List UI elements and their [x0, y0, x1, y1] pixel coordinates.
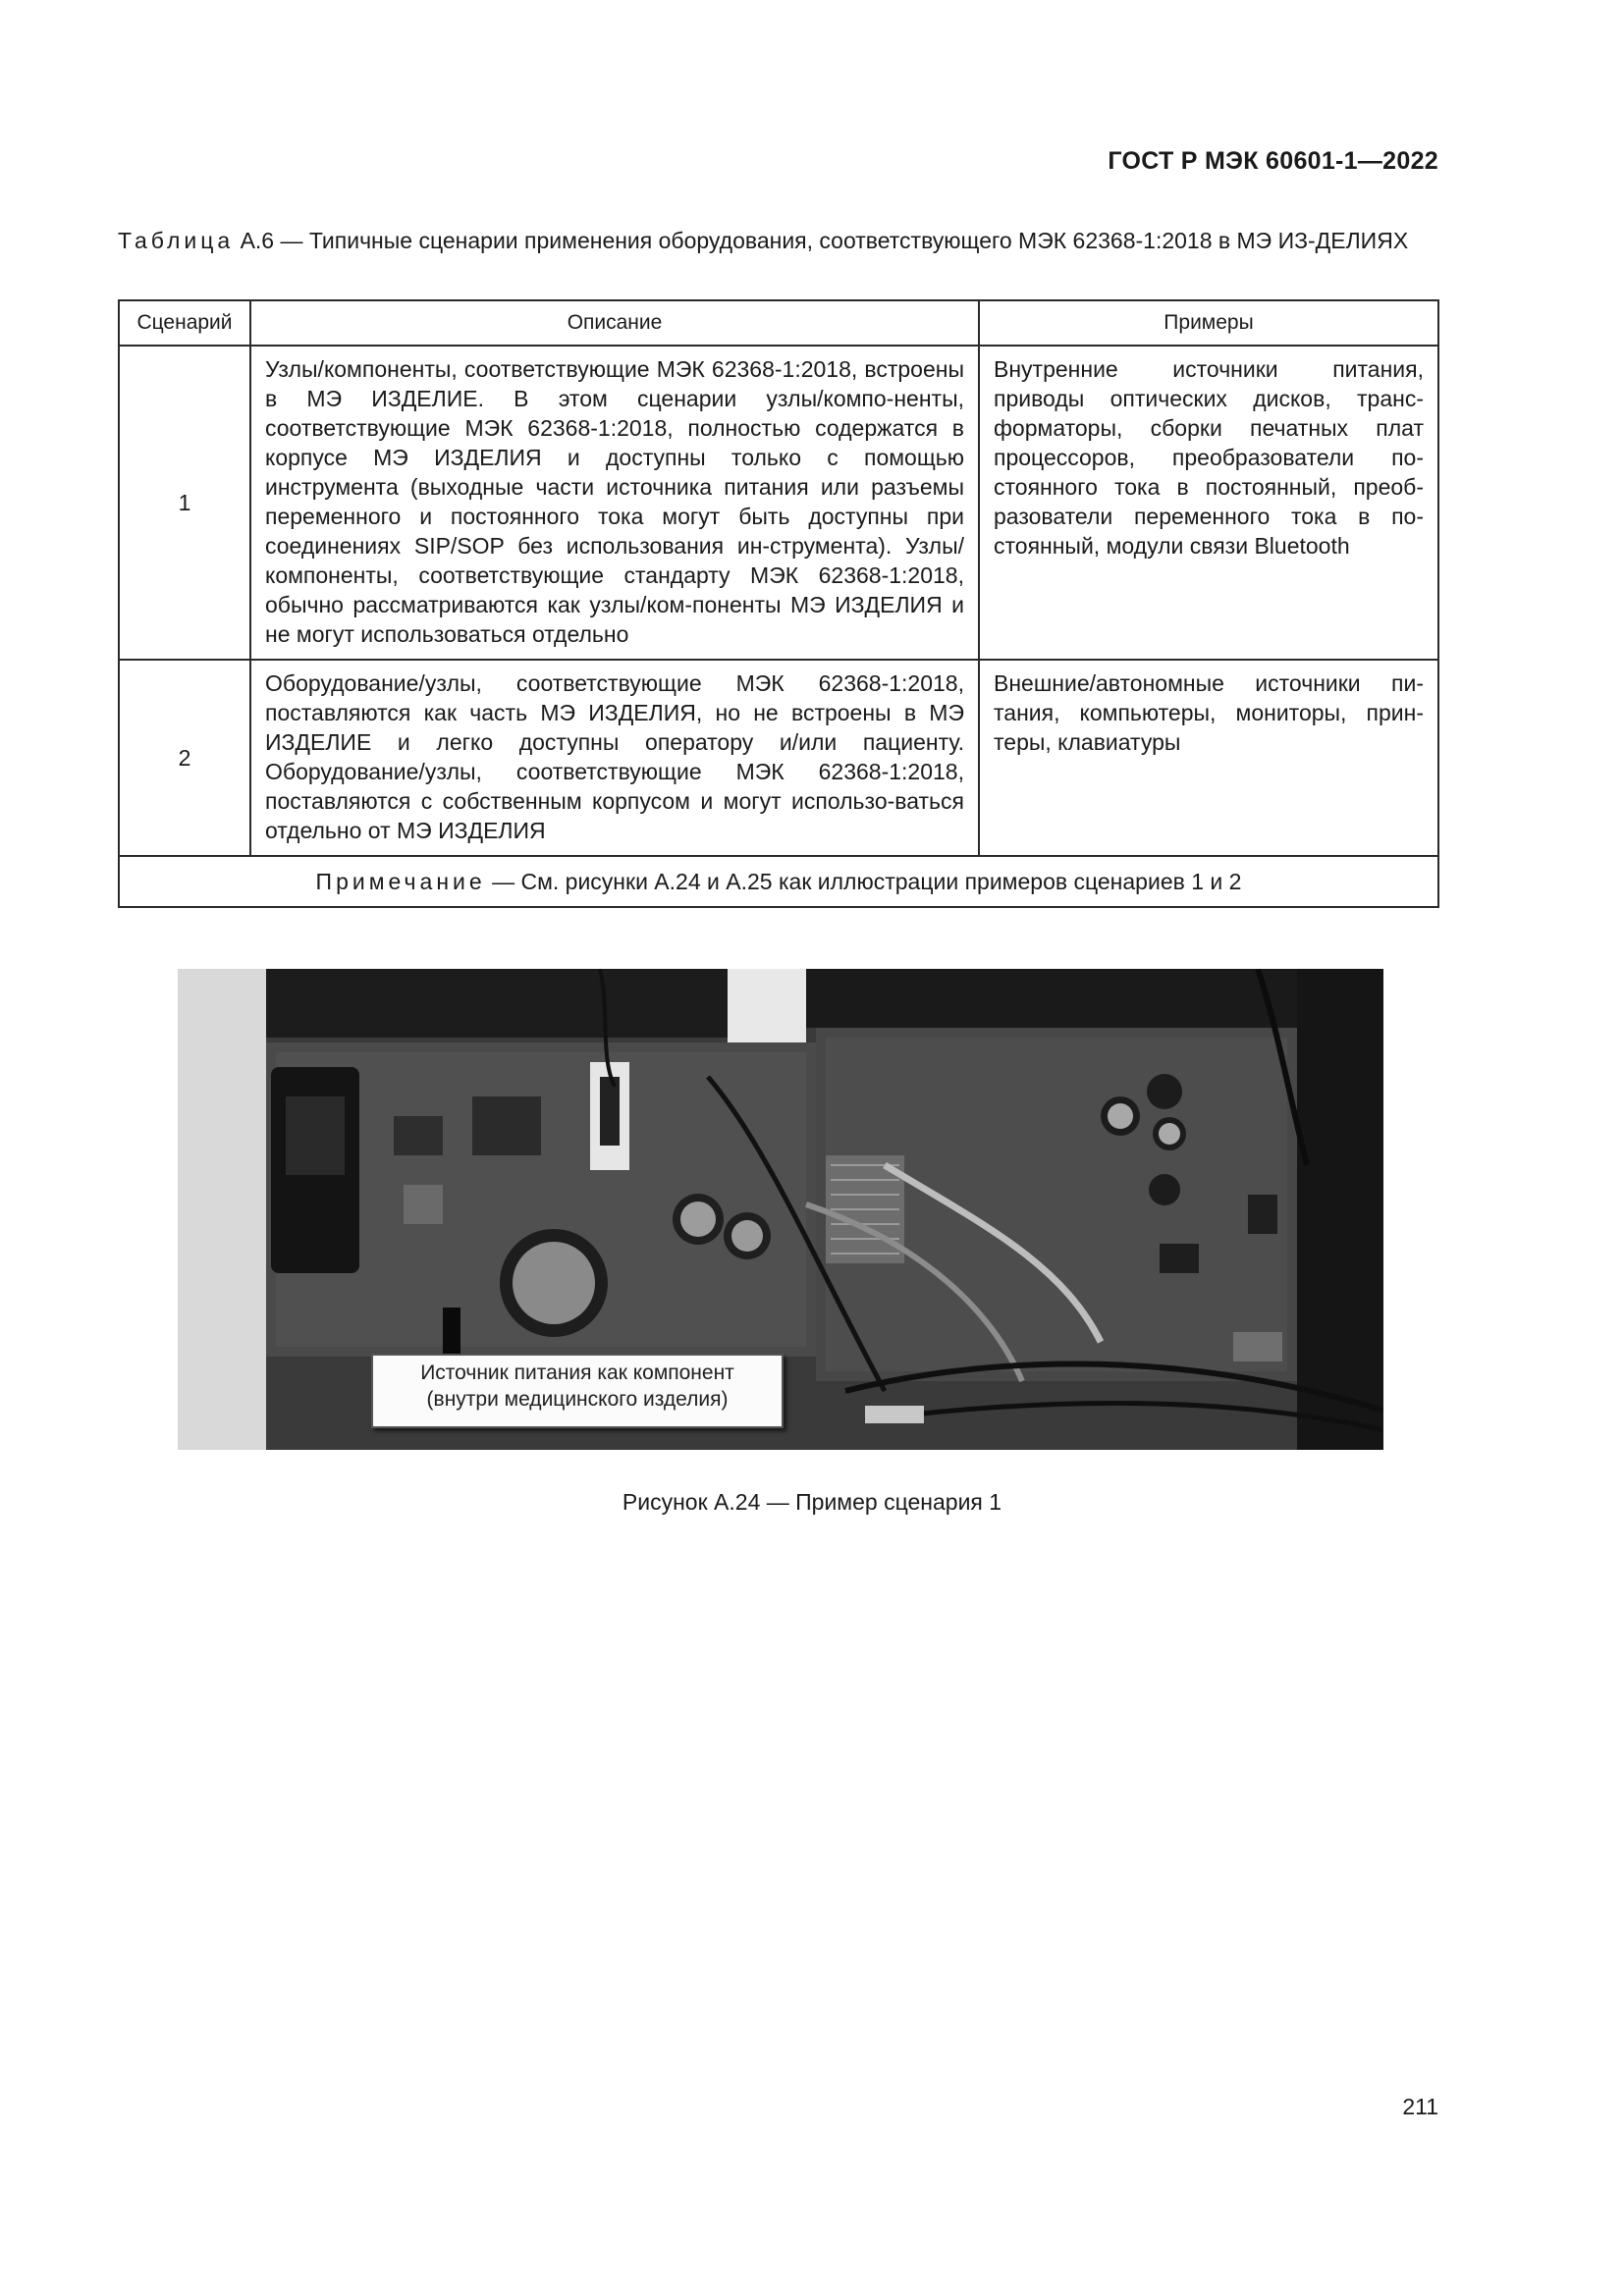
scenario-number: 2: [119, 660, 250, 856]
table-row: [119, 660, 1438, 856]
scenarios-table: [118, 299, 1439, 908]
figure-photo: [178, 969, 1383, 1450]
table-note: [119, 856, 1438, 907]
figure-callout: [371, 1354, 784, 1428]
callout-line-1: Источник питания как компонент: [420, 1362, 734, 1384]
table-row: [119, 346, 1438, 660]
table-caption-prefix: Таблица: [118, 228, 235, 253]
table-header-row: [119, 300, 1438, 346]
note-label: Примечание: [315, 869, 486, 894]
page-number: 211: [1402, 2094, 1438, 2119]
scenario-description: Оборудование/узлы, соответствующие МЭК 62368-1:2018, поставляются как часть МЭ ИЗДЕЛИЯ, но не встроены в МЭ ИЗДЕЛИЕ и легко доступны оператору и/или пациенту. Оборудование/узлы, соответствующие МЭК 62368-1:2018, поставляются с собственным корпусом и могут использо-ваться отдельно от МЭ ИЗДЕЛИЯ: [250, 660, 979, 856]
note-text: — См. рисунки А.24 и А.25 как иллюстрации примеров сценариев 1 и 2: [485, 869, 1242, 894]
table-caption-text: А.6 — Типичные сценарии применения оборудования, соответствующего МЭК 62368-1:2018 в МЭ ИЗ-ДЕЛИЯХ: [240, 228, 1409, 253]
document-header: ГОСТ Р МЭК 60601-1—2022: [1108, 147, 1438, 175]
scenario-examples: Внутренние источники питания, приводы оптических дисков, транс-форматоры, сборки печатных плат процессоров, преобразователи по-стоянного тока в постоянный, преоб-разователи переменного тока в по-стоянный, модули связи Bluetooth: [979, 346, 1438, 660]
scenario-number: 1: [119, 346, 250, 660]
callout-line-2: (внутри медицинского изделия): [426, 1388, 729, 1411]
header-examples: Примеры: [979, 300, 1438, 346]
scenario-examples: Внешние/автономные источники пи-тания, компьютеры, мониторы, прин-теры, клавиатуры: [979, 660, 1438, 856]
header-description: Описание: [250, 300, 979, 346]
header-scenario: Сценарий: [119, 300, 250, 346]
table-note-row: [119, 856, 1438, 907]
table-caption: [118, 228, 1438, 254]
scenario-description: Узлы/компоненты, соответствующие МЭК 62368-1:2018, встроены в МЭ ИЗДЕЛИЕ. В этом сценарии узлы/компо-ненты, соответствующие МЭК 62368-1:2018, полностью содержатся в корпусе МЭ ИЗДЕЛИЯ и доступны только с помощью инструмента (выходные части источника питания или разъемы переменного и постоянного тока могут быть доступны при соединениях SIP/SOP без использования ин-струмента). Узлы/компоненты, соответствующие стандарту МЭК 62368-1:2018, обычно рассматриваются как узлы/ком-поненты МЭ ИЗДЕЛИЯ и не могут использоваться отдельно: [250, 346, 979, 660]
figure-caption: Рисунок А.24 — Пример сценария 1: [622, 1489, 1002, 1515]
